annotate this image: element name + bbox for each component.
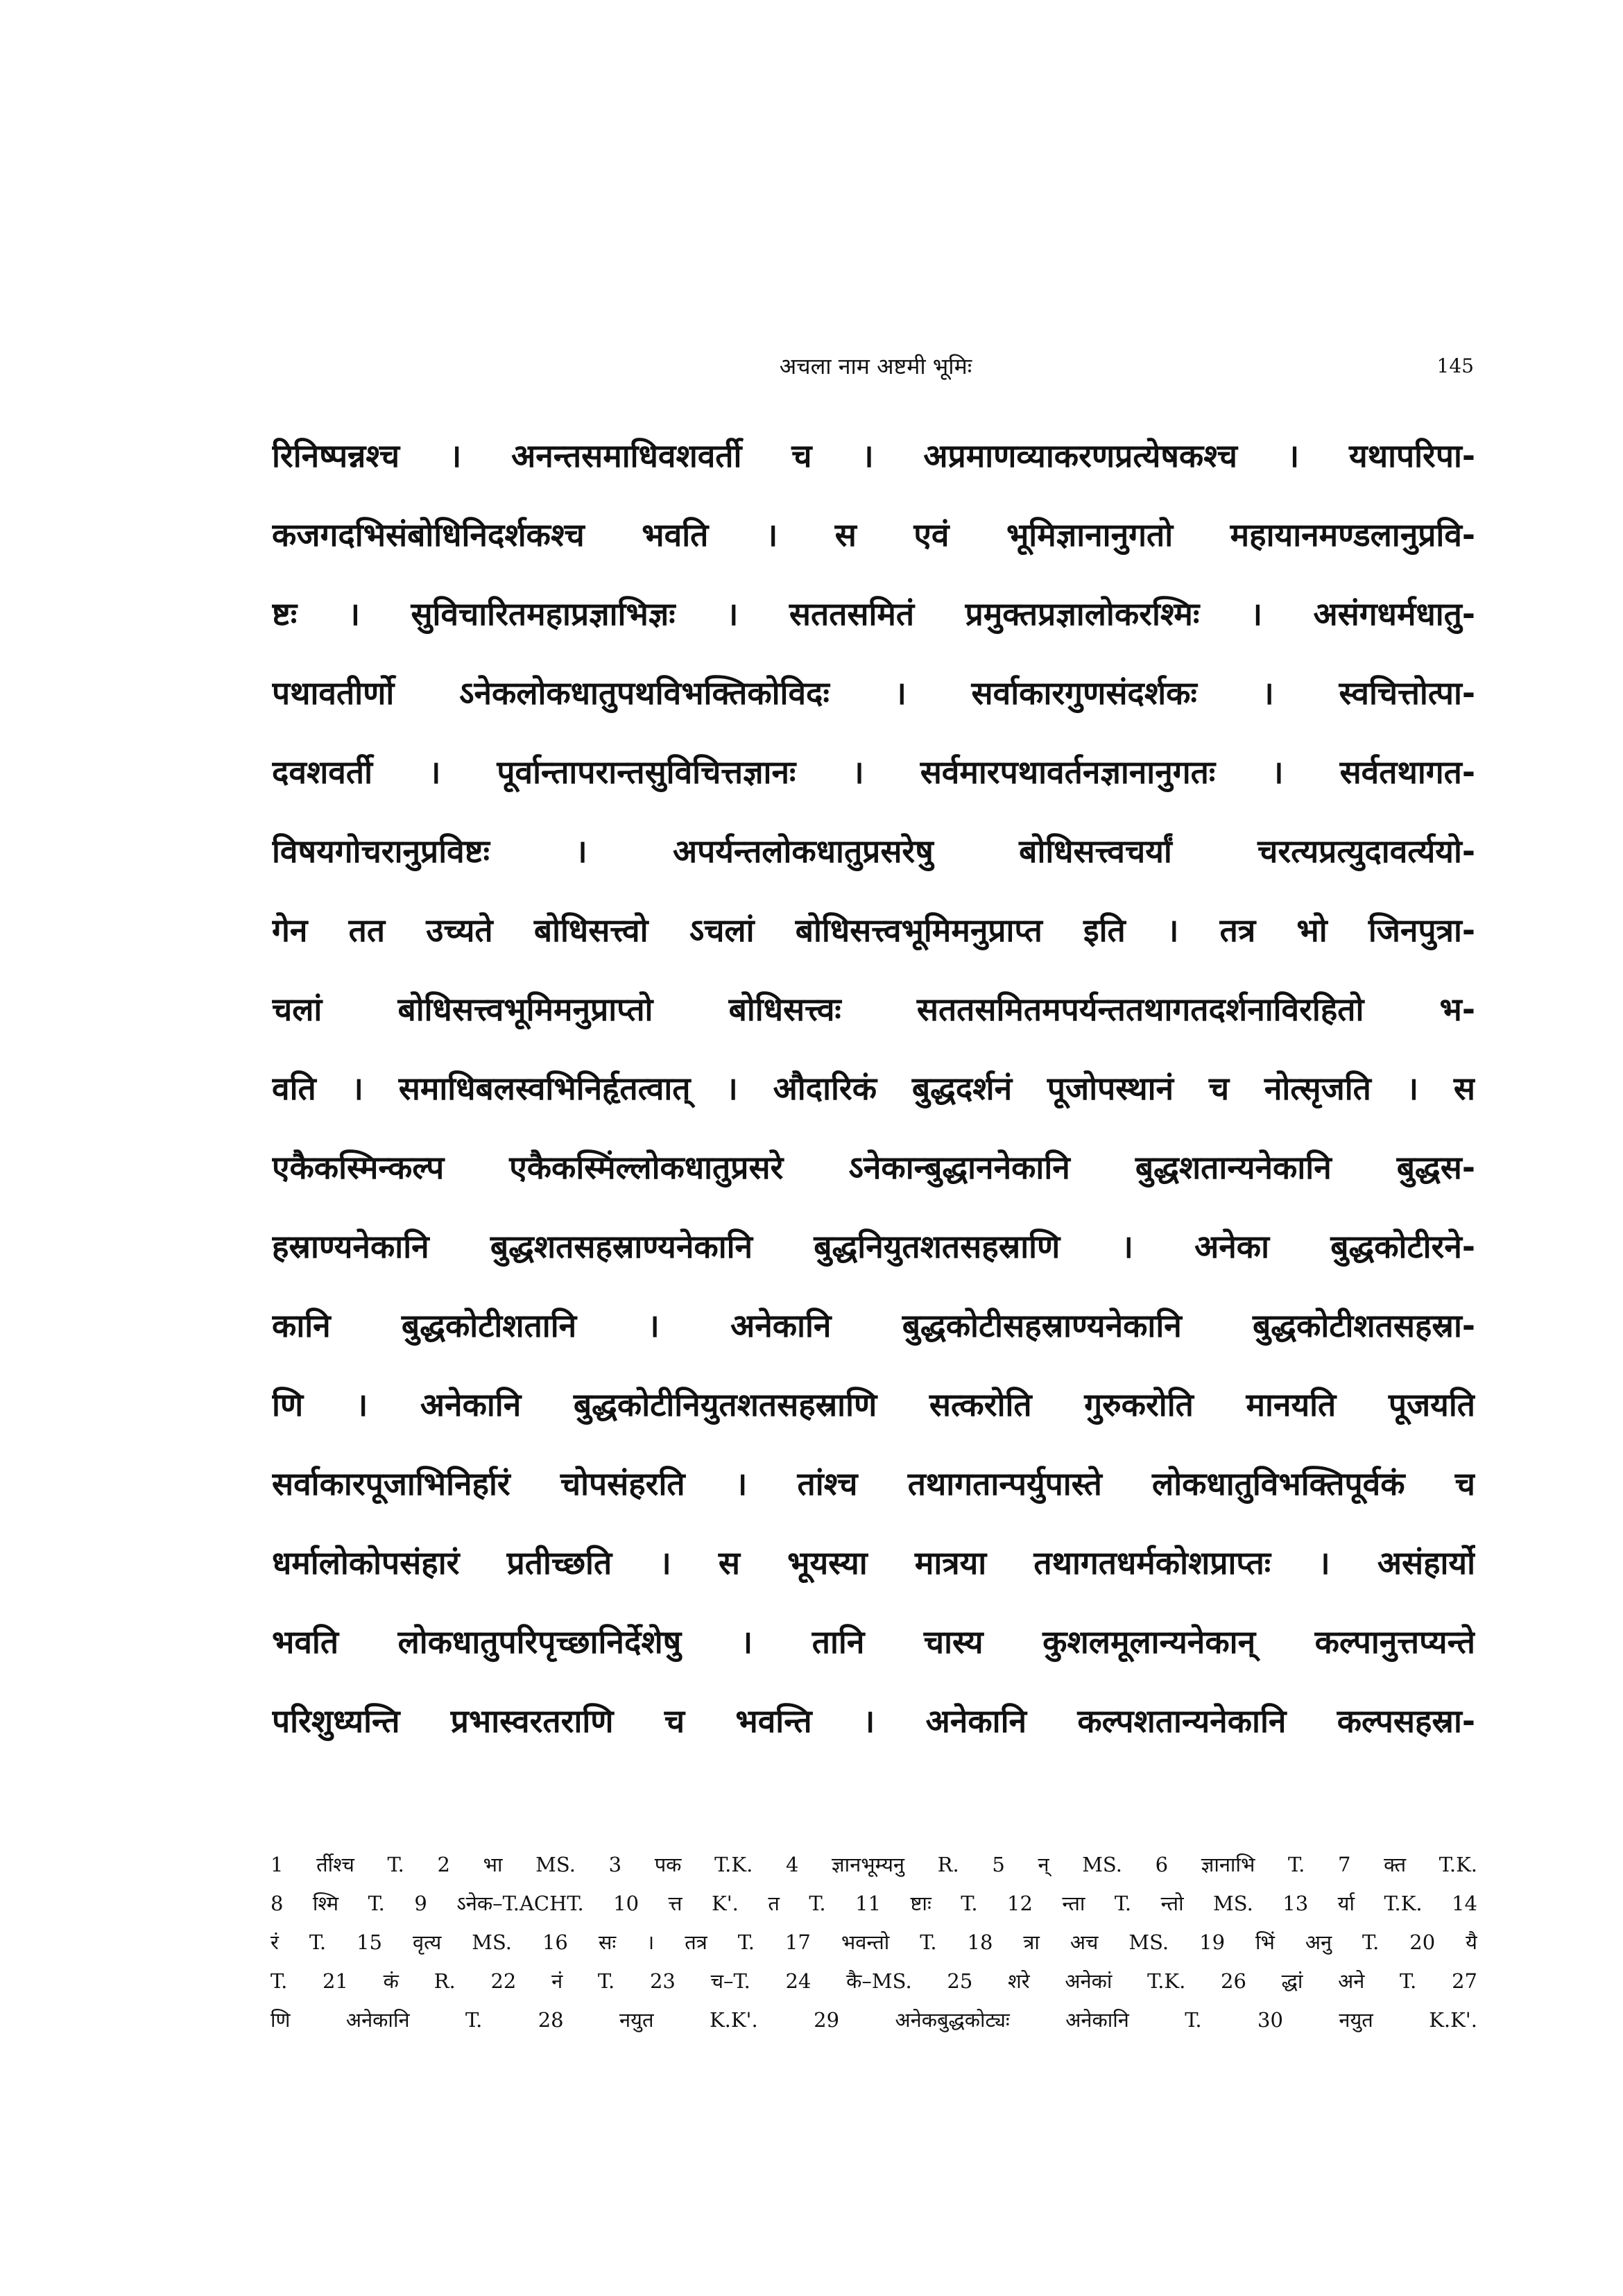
footnotes bbox=[270, 1845, 1477, 2039]
text-line: वति । समाधिबलस्वभिनिर्हृतत्वात् । औदारिकं बुद्धदर्शनं पूजोपस्थानं च नोत्सृजति । स bbox=[272, 1070, 1475, 1107]
text-line: एकैकस्मिन्कल्प एकैकस्मिंल्लोकधातुप्रसरे ऽनेकान्बुद्धाननेकानि बुद्धशतान्यनेकानि बुद्धस- bbox=[272, 1149, 1475, 1186]
text-line: धर्मालोकोपसंहारं प्रतीच्छति । स भूयस्या मात्रया तथागतधर्मकोशप्राप्तः । असंहार्यो bbox=[272, 1544, 1475, 1582]
text-line: हस्राण्यनेकानि बुद्धशतसहस्राण्यनेकानि बुद्धनियुतशतसहस्राणि । अनेका बुद्धकोटीरने- bbox=[272, 1228, 1475, 1265]
text-line: गेन तत उच्यते बोधिसत्त्वो ऽचलां बोधिसत्त्वभूमिमनुप्राप्त इति । तत्र भो जिनपुत्रा- bbox=[272, 911, 1475, 949]
page-header bbox=[277, 352, 1474, 394]
text-line: ष्टः । सुविचारितमहाप्रज्ञाभिज्ञः । सततसमितं प्रमुक्तप्रज्ञालोकरश्मिः । असंगधर्मधातु- bbox=[272, 595, 1475, 633]
text-line: कानि बुद्धकोटीशतानि । अनेकानि बुद्धकोटीसहस्राण्यनेकानि बुद्धकोटीशतसहस्रा- bbox=[272, 1307, 1475, 1344]
footnote-line: णि अनेकानि T. 28 नयुत K.K'. 29 अनेकबुद्धकोट्यः अनेकानि T. 30 नयुत K.K'. bbox=[270, 2008, 1477, 2032]
text-line: रिनिष्पन्नश्च । अनन्तसमाधिवशवर्ती च । अप्रमाणव्याकरणप्रत्येषकश्च । यथापरिपा- bbox=[272, 437, 1475, 474]
body-text bbox=[272, 416, 1475, 1760]
running-title: अचला नाम अष्टमी भूमिः bbox=[779, 353, 972, 379]
text-line: णि । अनेकानि बुद्धकोटीनियुतशतसहस्राणि सत्करोति गुरुकरोति मानयति पूजयति bbox=[272, 1386, 1475, 1423]
footnote-line: 1 र्तीश्च T. 2 भा MS. 3 पक T.K. 4 ज्ञानभूम्यनु R. 5 न् MS. 6 ज्ञानाभि T. 7 क्त T.K. bbox=[270, 1853, 1477, 1876]
text-line: चलां बोधिसत्त्वभूमिमनुप्राप्तो बोधिसत्त्वः सततसमितमपर्यन्ततथागतदर्शनाविरहितो भ- bbox=[272, 991, 1475, 1028]
text-line: विषयगोचरानुप्रविष्टः । अपर्यन्तलोकधातुप्रसरेषु बोधिसत्त्वचर्यां चरत्यप्रत्युदावर्त्ययो- bbox=[272, 832, 1475, 870]
text-line: दवशवर्ती । पूर्वान्तापरान्तसुविचित्तज्ञानः । सर्वमारपथावर्तनज्ञानानुगतः । सर्वतथागत- bbox=[272, 753, 1475, 791]
text-line: पथावतीर्णो ऽनेकलोकधातुपथविभक्तिकोविदः । सर्वाकारगुणसंदर्शकः । स्वचित्तोत्पा- bbox=[272, 674, 1475, 712]
text-line: परिशुध्यन्ति प्रभास्वरतराणि च भवन्ति । अनेकानि कल्पशतान्यनेकानि कल्पसहस्रा- bbox=[272, 1702, 1475, 1740]
footnote-line: T. 21 कं R. 22 नं T. 23 च–T. 24 कै–MS. 25 शरे अनेकां T.K. 26 द्धां अने T. 27 bbox=[270, 1969, 1477, 1993]
text-line: सर्वाकारपूजाभिनिर्हारं चोपसंहरति । तांश्च तथागतान्पर्युपास्ते लोकधातुविभक्तिपूर्वकं च bbox=[272, 1465, 1475, 1502]
text-line: भवति लोकधातुपरिपृच्छानिर्देशेषु । तानि चास्य कुशलमूलान्यनेकान् कल्पानुत्तप्यन्ते bbox=[272, 1623, 1475, 1661]
footnote-line: 8 श्मि T. 9 ऽनेक–T.ACHT. 10 त्त K'. त T. 11 ष्टाः T. 12 न्ता T. न्तो MS. 13 र्या T.K. 14 bbox=[270, 1892, 1477, 1915]
page-number: 145 bbox=[1436, 354, 1474, 377]
footnote-line: रं T. 15 वृत्य MS. 16 सः । तत्र T. 17 भवन्तो T. 18 त्रा अच MS. 19 भिं अनु T. 20 यै bbox=[270, 1930, 1477, 1954]
text-line: कजगदभिसंबोधिनिदर्शकश्च भवति । स एवं भूमिज्ञानानुगतो महायानमण्डलानुप्रवि- bbox=[272, 516, 1475, 554]
